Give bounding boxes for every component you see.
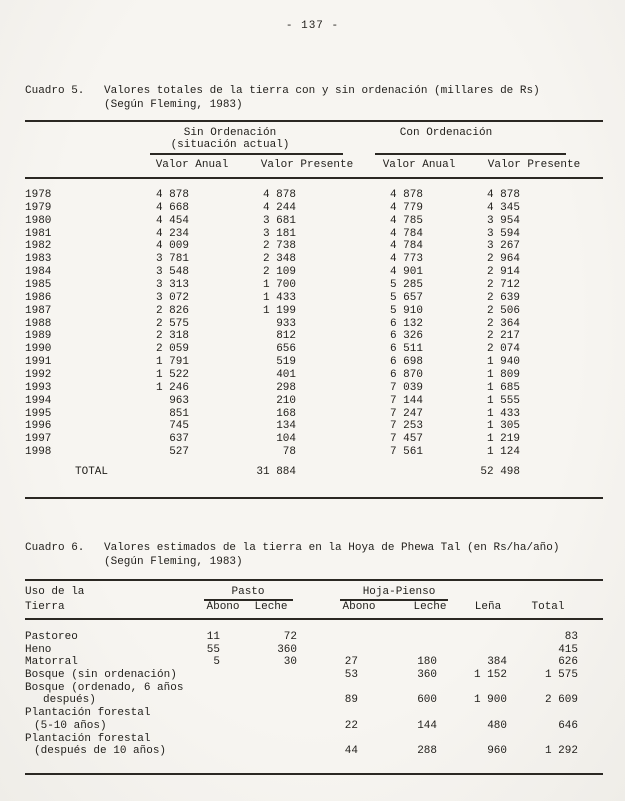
value-cell (358, 644, 437, 657)
year-cell: 1992 (25, 369, 52, 382)
year-cell: 1980 (25, 214, 52, 227)
column-header-valor-anual-sin: Valor Anual (155, 159, 229, 171)
value-cell (180, 682, 220, 695)
table-row (25, 694, 578, 707)
value-cell: 83 (564, 631, 578, 643)
value-cell: 27 (344, 656, 358, 669)
value-cell: 600 (417, 694, 437, 707)
column-header-uso-line2: Tierra (25, 601, 65, 613)
value-cell: 2 074 (486, 343, 520, 356)
table-row (25, 330, 520, 343)
table-row (25, 644, 578, 657)
value-cell: 656 (276, 343, 296, 356)
value-cell: 6 698 (389, 356, 423, 369)
table-row (25, 631, 578, 644)
value-cell: 2 914 (486, 266, 520, 279)
value-cell: 2 109 (262, 266, 296, 279)
table-row (25, 707, 578, 720)
value-cell: 963 (169, 394, 189, 407)
cuadro6-table (25, 579, 603, 775)
value-cell (437, 631, 507, 644)
value-cell: 5 910 (389, 304, 423, 317)
value-cell: 22 (344, 719, 358, 732)
value-cell: 7 253 (389, 420, 423, 433)
group-header-con: Con Ordenación (399, 127, 493, 139)
value-cell: 3 954 (486, 214, 520, 227)
value-cell: 2 712 (486, 279, 520, 292)
year-cell: 1979 (25, 201, 52, 214)
value-cell: 104 (276, 433, 296, 446)
table-row (25, 356, 520, 369)
cuadro6-subtitle: (Según Fleming, 1983) (104, 556, 243, 568)
total-row (25, 466, 520, 479)
value-cell: 1 246 (155, 381, 189, 394)
table-row (25, 343, 520, 356)
value-cell: 2 609 (544, 694, 578, 707)
value-cell: 55 (206, 643, 220, 656)
group-underline-con (375, 153, 566, 155)
column-header-total: Total (531, 601, 565, 613)
value-cell: 1 555 (486, 394, 520, 407)
value-cell: 646 (558, 719, 578, 732)
value-cell: 4 878 (262, 189, 296, 201)
value-cell: 360 (417, 669, 437, 682)
cuadro5-table (25, 120, 603, 500)
value-cell: 527 (169, 446, 189, 459)
value-cell (220, 694, 297, 707)
value-cell: 89 (344, 694, 358, 707)
table-row (25, 682, 578, 695)
value-cell: 1 152 (473, 669, 507, 682)
table-top-rule (25, 120, 603, 122)
table-row (25, 202, 520, 215)
value-cell: 4 244 (262, 201, 296, 214)
value-cell: 4 901 (389, 266, 423, 279)
value-cell (507, 733, 578, 746)
value-cell: 7 039 (389, 381, 423, 394)
value-cell: 30 (283, 656, 297, 669)
year-cell: 1978 (25, 189, 52, 201)
value-cell: 2 575 (155, 317, 189, 330)
value-cell: 4 773 (389, 253, 423, 266)
year-cell: 1993 (25, 381, 52, 394)
table-bottom-rule (25, 497, 603, 499)
year-cell: 1982 (25, 240, 52, 253)
value-cell: 5 (213, 656, 220, 669)
year-cell: 1994 (25, 394, 52, 407)
value-cell (358, 733, 437, 746)
empty-cell (120, 466, 189, 479)
value-cell: 4 878 (155, 189, 189, 201)
value-cell: 626 (558, 656, 578, 669)
cuadro5-title: Valores totales de la tierra con y sin ordenación (millares de Rs) (104, 85, 540, 97)
value-cell (180, 720, 220, 733)
value-cell: 1 809 (486, 369, 520, 382)
value-cell: 1 685 (486, 381, 520, 394)
value-cell: 134 (276, 420, 296, 433)
value-cell: 3 594 (486, 227, 520, 240)
total-sin-presente-cell: 31 884 (256, 466, 296, 478)
value-cell: 298 (276, 381, 296, 394)
row-label-cell: Bosque (sin ordenación) (25, 669, 177, 682)
value-cell: 1 199 (262, 304, 296, 317)
cuadro5-subtitle: (Según Fleming, 1983) (104, 99, 243, 111)
page-number: - 137 - (285, 20, 340, 32)
year-cell: 1989 (25, 330, 52, 343)
cuadro5-label: Cuadro 5. (25, 85, 85, 97)
value-cell: 2 348 (262, 253, 296, 266)
cuadro6-rows (25, 631, 578, 758)
value-cell: 7 457 (389, 433, 423, 446)
year-cell: 1996 (25, 420, 52, 433)
value-cell: 415 (558, 643, 578, 656)
table-row (25, 279, 520, 292)
value-cell: 2 639 (486, 291, 520, 304)
value-cell: 4 454 (155, 214, 189, 227)
value-cell: 144 (417, 719, 437, 732)
value-cell (358, 707, 437, 720)
year-cell: 1988 (25, 317, 52, 330)
value-cell (220, 733, 297, 746)
value-cell: 4 779 (389, 201, 423, 214)
value-cell: 5 657 (389, 291, 423, 304)
value-cell: 4 785 (389, 214, 423, 227)
value-cell (297, 644, 358, 657)
value-cell (358, 631, 437, 644)
value-cell (220, 720, 297, 733)
table-row (25, 305, 520, 318)
year-cell: 1998 (25, 446, 52, 459)
value-cell: 4 345 (486, 201, 520, 214)
row-label-cell: (5-10 años) (34, 719, 107, 732)
row-label-cell: Bosque (ordenado, 6 años (25, 681, 184, 694)
value-cell: 6 870 (389, 369, 423, 382)
value-cell: 2 059 (155, 343, 189, 356)
value-cell (180, 733, 220, 746)
value-cell: 6 326 (389, 330, 423, 343)
value-cell (437, 707, 507, 720)
value-cell (220, 745, 297, 758)
value-cell: 3 681 (262, 214, 296, 227)
table-row (25, 720, 578, 733)
value-cell: 4 784 (389, 227, 423, 240)
value-cell: 72 (283, 631, 297, 643)
value-cell: 1 433 (262, 291, 296, 304)
group-header-pasto: Pasto (231, 586, 265, 598)
value-cell (297, 682, 358, 695)
group-underline-sin (150, 153, 343, 155)
value-cell: 3 181 (262, 227, 296, 240)
table-row (25, 292, 520, 305)
header-bottom-rule (25, 618, 603, 620)
year-cell: 1991 (25, 356, 52, 369)
year-cell: 1986 (25, 291, 52, 304)
row-label-cell: Heno (25, 643, 52, 656)
table-row (25, 408, 520, 421)
year-cell: 1995 (25, 407, 52, 420)
value-cell: 2 318 (155, 330, 189, 343)
value-cell (437, 644, 507, 657)
cuadro6-caption (25, 541, 559, 569)
column-header-leche-pasto: Leche (254, 601, 288, 613)
column-header-abono-hoja: Abono (342, 601, 376, 613)
year-cell: 1987 (25, 304, 52, 317)
value-cell: 6 132 (389, 317, 423, 330)
table-row (25, 318, 520, 331)
table-row (25, 369, 520, 382)
column-header-abono-pasto: Abono (206, 601, 240, 613)
value-cell: 933 (276, 317, 296, 330)
value-cell: 7 561 (389, 446, 423, 459)
cuadro5-caption (25, 84, 540, 112)
table-row (25, 395, 520, 408)
value-cell (297, 631, 358, 644)
value-cell: 3 267 (486, 240, 520, 253)
value-cell: 1 124 (486, 446, 520, 459)
value-cell: 401 (276, 369, 296, 382)
table-row (25, 382, 520, 395)
value-cell: 3 072 (155, 291, 189, 304)
value-cell: 2 738 (262, 240, 296, 253)
row-label-cell: Matorral (25, 656, 78, 669)
value-cell: 4 878 (389, 189, 423, 201)
column-header-leche-hoja: Leche (413, 601, 447, 613)
row-label-cell: después) (43, 694, 96, 707)
value-cell (180, 669, 220, 682)
value-cell: 1 305 (486, 420, 520, 433)
value-cell: 4 234 (155, 227, 189, 240)
value-cell: 637 (169, 433, 189, 446)
value-cell: 5 285 (389, 279, 423, 292)
column-header-valor-anual-con: Valor Anual (382, 159, 456, 171)
value-cell: 44 (344, 745, 358, 758)
row-label-cell: Plantación forestal (25, 732, 151, 745)
row-label-cell: Plantación forestal (25, 707, 151, 720)
value-cell: 2 506 (486, 304, 520, 317)
group-header-sin-line1: Sin Ordenación (183, 127, 277, 139)
header-bottom-rule (25, 177, 603, 179)
table-row (25, 215, 520, 228)
year-cell: 1997 (25, 433, 52, 446)
value-cell (297, 707, 358, 720)
value-cell (220, 707, 297, 720)
table-row (25, 189, 520, 202)
value-cell (507, 707, 578, 720)
value-cell: 4 009 (155, 240, 189, 253)
value-cell: 1 219 (486, 433, 520, 446)
year-cell: 1985 (25, 279, 52, 292)
cuadro5-title-block (104, 84, 540, 112)
value-cell: 1 791 (155, 356, 189, 369)
table-row (25, 656, 578, 669)
value-cell: 11 (206, 631, 220, 643)
value-cell (437, 733, 507, 746)
group-header-sin-line2: (situación actual) (170, 139, 290, 151)
value-cell: 1 940 (486, 356, 520, 369)
value-cell: 2 826 (155, 304, 189, 317)
value-cell: 3 548 (155, 266, 189, 279)
column-header-uso-line1: Uso de la (25, 586, 85, 598)
cuadro6-label: Cuadro 6. (25, 542, 85, 554)
row-label-cell: (después de 10 años) (34, 745, 167, 758)
table-row (25, 669, 578, 682)
value-cell: 1 575 (544, 669, 578, 682)
row-label-cell: Pastoreo (25, 631, 78, 643)
column-header-valor-presente-con: Valor Presente (487, 159, 581, 171)
value-cell: 1 292 (544, 745, 578, 758)
group-header-hoja-pienso: Hoja-Pienso (362, 586, 436, 598)
table-row (25, 228, 520, 241)
table-row (25, 240, 520, 253)
empty-cell (296, 466, 423, 479)
table-row (25, 433, 520, 446)
table-row (25, 446, 520, 459)
value-cell: 2 964 (486, 253, 520, 266)
value-cell (180, 707, 220, 720)
value-cell: 2 217 (486, 330, 520, 343)
table-row (25, 253, 520, 266)
value-cell: 180 (417, 656, 437, 669)
cuadro6-title: Valores estimados de la tierra en la Hoya de Phewa Tal (en Rs/ha/año) (104, 542, 560, 554)
value-cell (180, 745, 220, 758)
value-cell (507, 682, 578, 695)
column-header-lena: Leña (474, 601, 502, 613)
value-cell (437, 682, 507, 695)
value-cell: 4 668 (155, 201, 189, 214)
value-cell: 480 (487, 719, 507, 732)
total-label-cell: TOTAL (75, 466, 109, 478)
value-cell: 7 247 (389, 407, 423, 420)
column-header-valor-presente-sin: Valor Presente (260, 159, 354, 171)
table-top-rule (25, 579, 603, 581)
value-cell: 78 (282, 446, 296, 459)
value-cell: 4 878 (486, 189, 520, 201)
value-cell: 1 522 (155, 369, 189, 382)
value-cell: 519 (276, 356, 296, 369)
value-cell: 53 (344, 669, 358, 682)
value-cell: 288 (417, 745, 437, 758)
value-cell (358, 682, 437, 695)
value-cell: 3 781 (155, 253, 189, 266)
value-cell: 745 (169, 420, 189, 433)
value-cell (220, 669, 297, 682)
value-cell: 851 (169, 407, 189, 420)
value-cell (220, 682, 297, 695)
table-bottom-rule (25, 773, 603, 775)
total-con-presente-cell: 52 498 (480, 466, 520, 478)
value-cell (180, 694, 220, 707)
value-cell: 2 364 (486, 317, 520, 330)
value-cell: 384 (487, 656, 507, 669)
value-cell: 1 700 (262, 279, 296, 292)
value-cell: 812 (276, 330, 296, 343)
cuadro5-rows (25, 189, 520, 459)
value-cell: 210 (276, 394, 296, 407)
value-cell: 3 313 (155, 279, 189, 292)
value-cell: 960 (487, 745, 507, 758)
year-cell: 1984 (25, 266, 52, 279)
table-row (25, 420, 520, 433)
value-cell: 6 511 (389, 343, 423, 356)
year-cell: 1981 (25, 227, 52, 240)
value-cell: 360 (277, 643, 297, 656)
year-cell: 1990 (25, 343, 52, 356)
value-cell: 4 784 (389, 240, 423, 253)
value-cell: 1 900 (473, 694, 507, 707)
value-cell: 7 144 (389, 394, 423, 407)
table-row (25, 745, 578, 758)
value-cell: 168 (276, 407, 296, 420)
year-cell: 1983 (25, 253, 52, 266)
value-cell (297, 733, 358, 746)
value-cell: 1 433 (486, 407, 520, 420)
table-row (25, 733, 578, 746)
cuadro6-title-block (104, 541, 559, 569)
table-row (25, 266, 520, 279)
